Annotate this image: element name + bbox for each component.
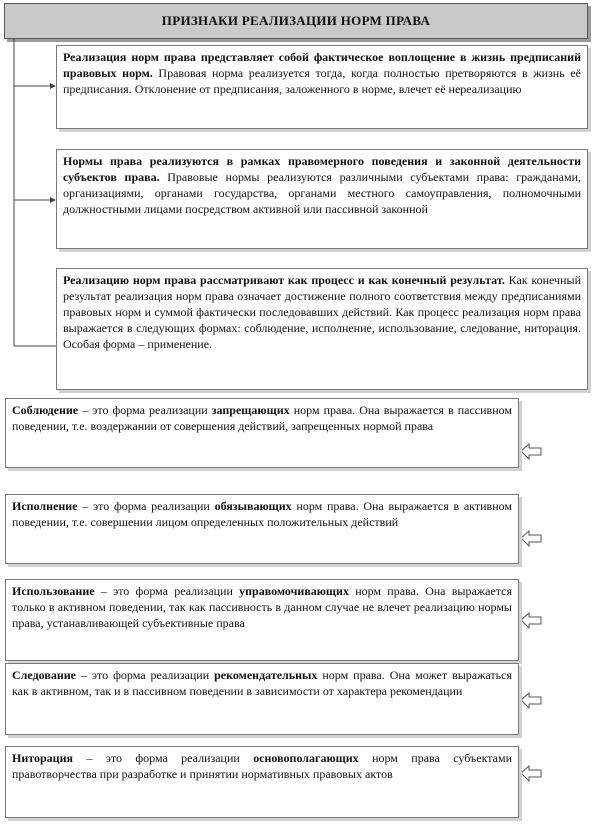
form-kind: рекомендательных [214, 668, 318, 682]
form-description: норм права. Она выражается в пассивном поведении, т.е. воздержании от совершения действий, запрещенных нормой права [12, 403, 512, 433]
box3-bold-text: Реализацию норм права рассматривают как процесс и как конечный результат. [63, 273, 505, 287]
form-box-nitoration [5, 746, 519, 818]
form-box-compliance [5, 398, 519, 468]
box1-bold-text: Реализация норм права представляет собой фактическое воплощение в жизнь предписаний правовых норм. [63, 50, 581, 80]
form-box-use [5, 579, 519, 661]
title-text: ПРИЗНАКИ РЕАЛИЗАЦИИ НОРМ ПРАВА [161, 13, 431, 28]
form-kind: обязывающих [214, 499, 292, 513]
realization-definition-box [56, 45, 588, 129]
form-mid: – это форма реализации [75, 668, 215, 682]
lawful-behavior-box [56, 149, 588, 249]
process-and-result-box [56, 268, 588, 390]
hollow-arrow-icon [521, 444, 541, 459]
form-description: норм права. Она выражается в активном поведении, т.е. совершении лицом определенных положительных действий [12, 499, 512, 529]
hollow-arrow-icon [521, 693, 541, 708]
box2-bold-text: Нормы права реализуются в рамках правомерного поведения и законной деятельности субъектов права. [63, 154, 581, 184]
form-mid: – это форма реализации [72, 751, 254, 765]
form-mid: – это форма реализации [77, 499, 215, 513]
box3-text: Как конечный результат реализация норм права означает достижение полного соответствия между предписаниями правовых норм и суммой фактически последовавших действий. Как процесс реализация норм права выражается в следующих формах: соблюдение, исполнение, использование, следование, ниторация. Особая форма – применение. [63, 273, 581, 351]
form-mid: – это форма реализации [94, 584, 240, 598]
box1-text: Правовая норма реализуется тогда, когда полностью претворяются в жизнь её предписания. Отклонение от предписания, заложенного в норме, влечет её нереализацию [63, 66, 581, 96]
form-name: Исполнение [12, 499, 78, 513]
form-description: норм права. Она может выражаться как в активном, так и в пассивном поведении в зависимости от характера рекомендации [12, 668, 512, 698]
form-description: норм права. Она выражается только в активном поведении, так как пассивность в данном случае не влечет реализацию нормы права, устанавливающей субъективные права [12, 584, 512, 630]
hollow-arrow-icon [521, 531, 541, 546]
form-box-following [5, 663, 519, 735]
form-kind: запрещающих [211, 403, 290, 417]
hollow-arrow-icon [521, 613, 541, 628]
hollow-arrow-icon [521, 766, 541, 781]
box2-text: Правовые нормы реализуются различными субъектами права: гражданами, организациями, органами государства, органами местного самоуправления, полномочными должностными лицами посредством активной или пассивной законной [63, 170, 581, 216]
form-kind: основополагающих [253, 751, 359, 765]
form-name: Ниторация [12, 751, 73, 765]
form-mid: – это форма реализации [78, 403, 212, 417]
form-box-execution [5, 494, 519, 564]
form-kind: управомочивающих [239, 584, 349, 598]
form-name: Использование [12, 584, 95, 598]
form-description: норм права субъектами правотворчества при разработке и принятии нормативных правовых актов [12, 751, 512, 781]
form-name: Соблюдение [12, 403, 79, 417]
form-name: Следование [12, 668, 76, 682]
